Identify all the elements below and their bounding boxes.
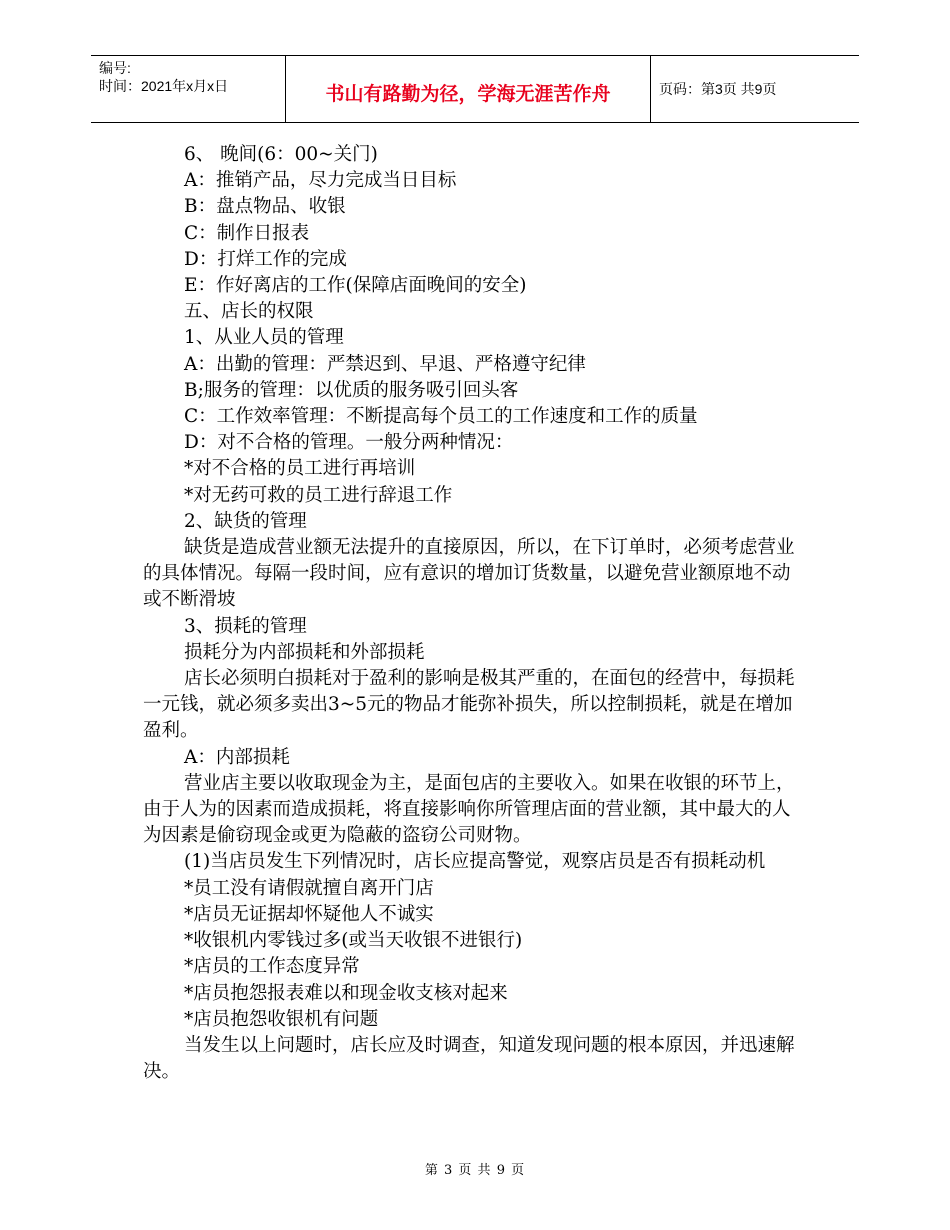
paragraph: 6、 晚间(6：00~关门) — [184, 144, 378, 165]
paragraph: C：制作日报表 — [184, 222, 310, 244]
motto: 书山有路勤为径，学海无涯苦作舟 — [325, 83, 611, 105]
header-meta-cell — [91, 56, 286, 122]
paragraph: (1)当店员发生下列情况时，店长应提高警觉，观察店员是否有损耗动机 — [184, 851, 766, 873]
bullet-item: *店员的工作态度异常 — [184, 956, 360, 978]
section-heading: 五、店长的权限 — [184, 301, 314, 323]
paragraph: D：对不合格的管理。一般分两种情况： — [184, 432, 514, 454]
bullet-item: *店员抱怨报表难以和现金收支核对起来 — [184, 982, 508, 1004]
bullet-item: *员工没有请假就擅自离开门店 — [184, 877, 434, 899]
paragraph: 损耗分为内部损耗和外部损耗 — [184, 641, 425, 663]
paragraph: 缺货是造成营业额无法提升的直接原因，所以，在下订单时，必须考虑营业的具体情况。每隔一段时间，应有意识的增加订货数量，以避免营业额原地不动或不断滑坡 — [143, 537, 795, 611]
paragraph: 营业店主要以收取现金为主，是面包店的主要收入。如果在收银的环节上，由于人为的因素而造成损耗，将直接影响你所管理店面的营业额，其中最大的人为因素是偷窃现金或更为隐蔽的盗窃公司财物。 — [143, 772, 795, 847]
paragraph: B：盘点物品、收银 — [184, 196, 346, 218]
page-footer: 第 3 页 共 9 页 — [424, 1163, 526, 1178]
subsection-heading: 2、缺货的管理 — [184, 510, 307, 532]
paragraph: E：作好离店的工作(保障店面晚间的安全) — [184, 275, 527, 297]
paragraph: A：出勤的管理：严禁迟到、早退、严格遵守纪律 — [184, 353, 586, 375]
bullet-item: *对不合格的员工进行再培训 — [184, 458, 416, 480]
bullet-item: *对无药可救的员工进行辞退工作 — [184, 484, 453, 506]
paragraph: A：内部损耗 — [184, 746, 290, 768]
page-header — [91, 55, 859, 123]
bullet-item: *店员无证据却怀疑他人不诚实 — [184, 903, 434, 925]
doc-number-label: 编号: — [99, 60, 131, 76]
paragraph: B;服务的管理：以优质的服务吸引回头客 — [184, 379, 519, 401]
paragraph: C：工作效率管理：不断提高每个员工的工作速度和工作的质量 — [184, 406, 698, 428]
paragraph: 当发生以上问题时，店长应及时调查，知道发现问题的根本原因，并迅速解决。 — [143, 1034, 795, 1083]
bullet-item: *店员抱怨收银机有问题 — [184, 1008, 379, 1030]
subsection-heading: 3、损耗的管理 — [184, 615, 307, 637]
paragraph: 店长必须明白损耗对于盈利的影响是极其严重的，在面包的经营中，每损耗一元钱，就必须多卖出3~5元的物品才能弥补损失，所以控制损耗，就是在增加盈利。 — [143, 668, 795, 742]
doc-time: 时间：2021年x月x日 — [99, 78, 229, 94]
paragraph: D：打烊工作的完成 — [184, 248, 347, 270]
bullet-item: *收银机内零钱过多(或当天收银不进银行) — [184, 930, 523, 952]
header-page-cell — [651, 56, 859, 122]
document-body — [143, 142, 798, 1085]
header-page-info: 页码：第3页 共9页 — [659, 81, 777, 97]
header-motto-cell — [286, 56, 651, 122]
subsection-heading: 1、从业人员的管理 — [184, 327, 344, 349]
paragraph: A：推销产品，尽力完成当日目标 — [184, 170, 457, 192]
